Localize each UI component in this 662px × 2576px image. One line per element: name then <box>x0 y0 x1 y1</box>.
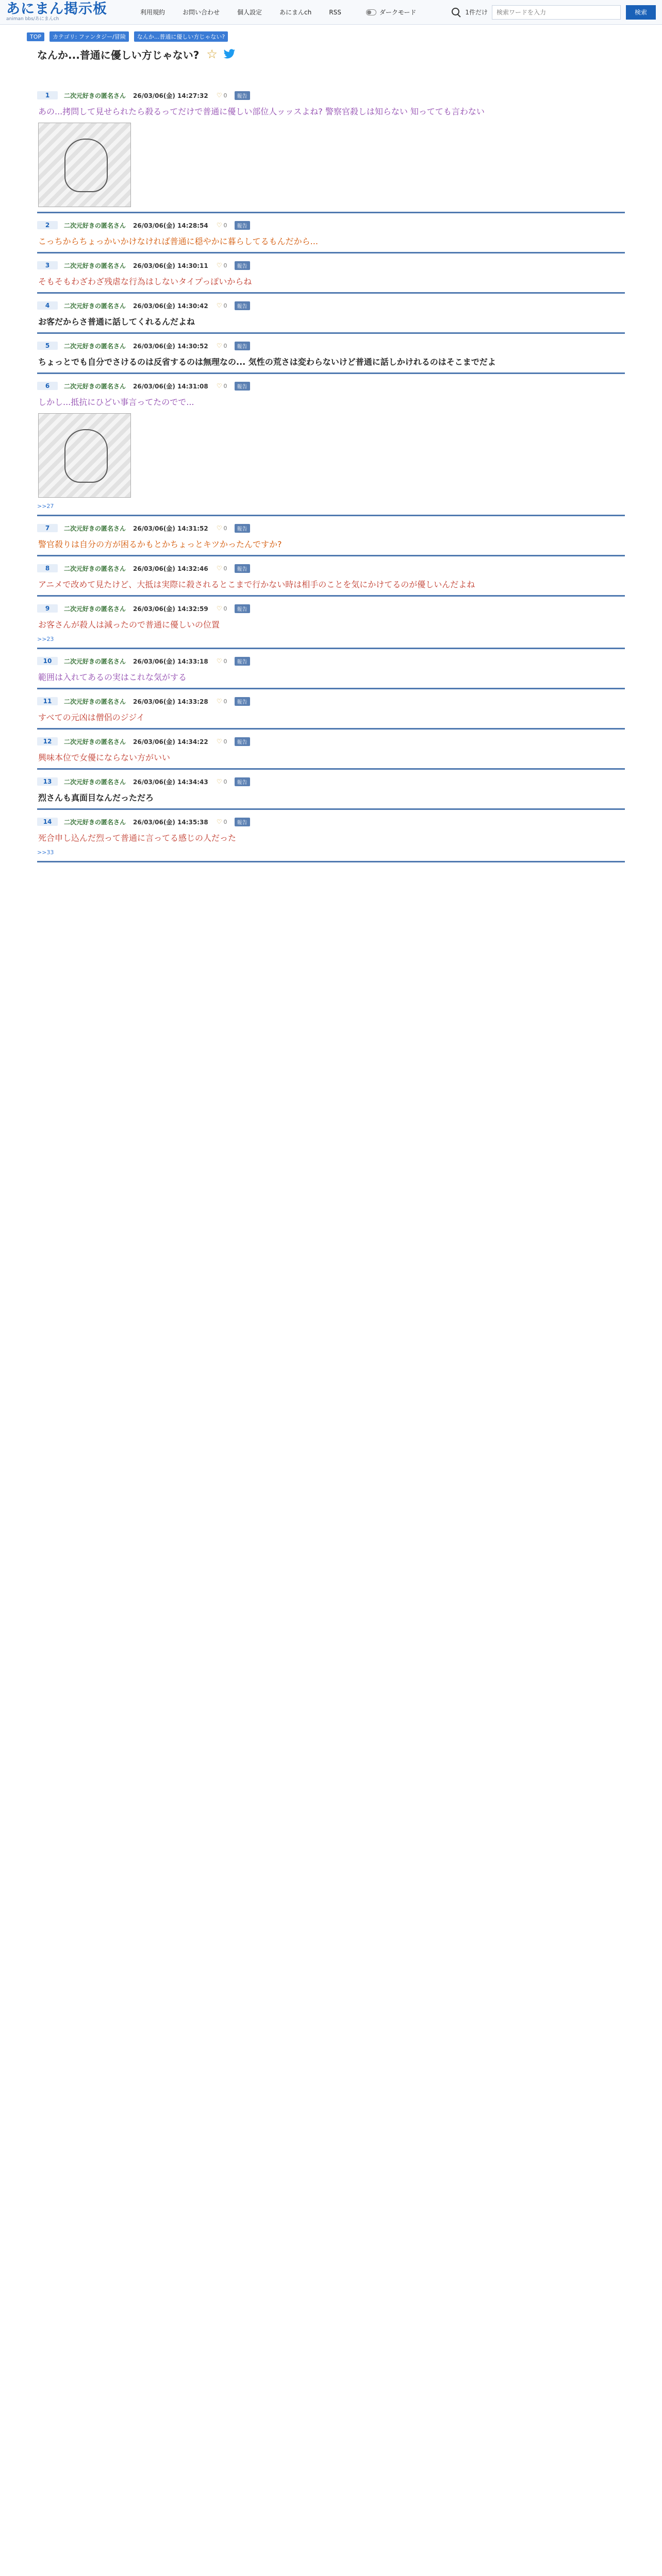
post-item <box>37 253 625 294</box>
post-item <box>37 83 625 213</box>
heart-icon: ♡ <box>216 382 222 389</box>
like-button[interactable] <box>217 778 227 785</box>
post-header <box>37 91 625 100</box>
post-date: 26/03/06(金) 14:33:28 <box>133 698 208 705</box>
search-icon <box>451 7 462 18</box>
post-header <box>37 777 625 786</box>
poster-name: 二次元好きの匿名さん <box>64 657 126 665</box>
twitter-bird-icon[interactable] <box>223 49 236 59</box>
heart-icon: ♡ <box>216 738 222 745</box>
post-item <box>37 597 625 649</box>
report-button[interactable]: 報告 <box>235 221 250 230</box>
like-button[interactable] <box>217 565 227 572</box>
like-count: 0 <box>223 262 227 269</box>
dark-mode-label: ダークモード <box>379 9 417 16</box>
post-body: 興味本位で女優にならない方がいい <box>38 753 171 762</box>
toggle-switch-icon[interactable] <box>366 9 376 15</box>
breadcrumb-category[interactable]: カテゴリ: ファンタジー/冒険 <box>49 31 129 42</box>
post-body: あの...拷問して見せられたら殺るってだけで普通に優しい部位人ッッスよね? 警察官殺しは知らない 知ってても言わない <box>38 107 485 116</box>
reply-link[interactable]: >>27 <box>37 503 54 510</box>
post-number[interactable]: 14 <box>37 818 58 826</box>
breadcrumb <box>0 25 662 42</box>
report-button[interactable]: 報告 <box>235 777 250 786</box>
nav-contact[interactable]: お問い合わせ <box>183 9 220 16</box>
post-date: 26/03/06(金) 14:34:43 <box>133 778 208 786</box>
report-button[interactable]: 報告 <box>235 657 250 666</box>
post-body: 警官殺りは自分の方が困るかもとかちょっとキツかったんですか? <box>38 539 282 549</box>
like-count: 0 <box>223 658 227 665</box>
post-header <box>37 221 625 230</box>
dark-mode-toggle[interactable] <box>366 8 417 16</box>
poster-name: 二次元好きの匿名さん <box>64 605 126 613</box>
post-item <box>37 730 625 770</box>
post-number[interactable]: 6 <box>37 382 58 390</box>
poster-name: 二次元好きの匿名さん <box>64 342 126 350</box>
post-body: ちょっとでも自分でさけるのは反省するのは無理なの... 気性の荒さは変わらないけど普通に話しかけれるのはそこまでだよ <box>38 357 496 367</box>
post-list <box>37 83 625 862</box>
post-body: こっちからちょっかいかけなければ普通に穏やかに暮らしてるもんだから... <box>38 236 318 246</box>
like-button[interactable] <box>217 605 227 612</box>
post-header <box>37 697 625 706</box>
poster-name: 二次元好きの匿名さん <box>64 565 126 572</box>
main-nav <box>140 8 359 16</box>
post-date: 26/03/06(金) 14:30:52 <box>133 342 208 350</box>
report-button[interactable]: 報告 <box>235 301 250 310</box>
poster-name: 二次元好きの匿名さん <box>64 524 126 532</box>
post-header <box>37 564 625 573</box>
like-button[interactable] <box>217 342 227 349</box>
like-button[interactable] <box>217 524 227 532</box>
heart-icon: ♡ <box>216 698 222 705</box>
poster-name: 二次元好きの匿名さん <box>64 778 126 786</box>
post-date: 26/03/06(金) 14:32:59 <box>133 605 208 613</box>
post-body: 範囲は入れてあるの実はこれな気がする <box>38 672 187 682</box>
report-button[interactable]: 報告 <box>235 737 250 746</box>
post-header <box>37 523 625 533</box>
poster-name: 二次元好きの匿名さん <box>64 382 126 390</box>
search-button[interactable]: 検索 <box>626 5 656 20</box>
like-count: 0 <box>223 383 227 389</box>
like-count: 0 <box>223 778 227 785</box>
report-button[interactable]: 報告 <box>235 382 250 391</box>
like-button[interactable] <box>217 818 227 825</box>
heart-icon: ♡ <box>216 565 222 572</box>
logo-text[interactable]: あにまん掲示板 <box>6 1 107 17</box>
nav-terms[interactable]: 利用規約 <box>140 9 166 16</box>
post-header <box>37 301 625 310</box>
post-image[interactable] <box>38 123 131 207</box>
nav-animanch[interactable]: あにまんch <box>279 9 312 16</box>
like-button[interactable] <box>217 698 227 705</box>
like-count: 0 <box>223 738 227 745</box>
reply-link[interactable]: >>33 <box>37 849 54 856</box>
breadcrumb-top[interactable]: TOP <box>27 32 44 41</box>
post-header <box>37 737 625 746</box>
post-header <box>37 817 625 826</box>
like-count: 0 <box>223 819 227 825</box>
post-item <box>37 556 625 597</box>
poster-name: 二次元好きの匿名さん <box>64 698 126 705</box>
poster-name: 二次元好きの匿名さん <box>64 738 126 745</box>
top-bar <box>0 0 662 25</box>
post-number[interactable]: 7 <box>37 524 58 532</box>
report-button[interactable]: 報告 <box>235 261 250 270</box>
post-number[interactable]: 12 <box>37 737 58 745</box>
post-number[interactable]: 9 <box>37 604 58 613</box>
like-button[interactable] <box>217 92 227 99</box>
like-count: 0 <box>223 92 227 99</box>
post-body: 烈さんも真面目なんだっただろ <box>38 793 154 803</box>
report-button[interactable]: 報告 <box>235 91 250 100</box>
search-mode-select[interactable]: 1件だけ <box>465 9 488 16</box>
like-button[interactable] <box>217 222 227 229</box>
post-number[interactable]: 8 <box>37 564 58 572</box>
post-number[interactable]: 4 <box>37 301 58 310</box>
like-count: 0 <box>223 698 227 705</box>
like-count: 0 <box>223 605 227 612</box>
poster-name: 二次元好きの匿名さん <box>64 302 126 310</box>
post-number[interactable]: 3 <box>37 261 58 269</box>
post-date: 26/03/06(金) 14:30:11 <box>133 262 208 269</box>
heart-icon: ♡ <box>216 778 222 785</box>
report-button[interactable]: 報告 <box>235 818 250 826</box>
post-item <box>37 689 625 730</box>
heart-icon: ♡ <box>216 302 222 309</box>
post-header <box>37 656 625 666</box>
post-number[interactable]: 5 <box>37 342 58 350</box>
post-header <box>37 381 625 391</box>
post-item <box>37 649 625 689</box>
heart-icon: ♡ <box>216 92 222 99</box>
like-button[interactable] <box>217 302 227 309</box>
poster-name: 二次元好きの匿名さん <box>64 222 126 229</box>
poster-name: 二次元好きの匿名さん <box>64 262 126 269</box>
post-number[interactable]: 11 <box>37 697 58 705</box>
post-header <box>37 261 625 270</box>
post-date: 26/03/06(金) 14:31:08 <box>133 382 208 390</box>
post-image[interactable] <box>38 413 131 498</box>
like-button[interactable] <box>217 657 227 665</box>
heart-icon: ♡ <box>216 818 222 825</box>
site-logo[interactable] <box>6 2 109 22</box>
post-date: 26/03/06(金) 14:32:46 <box>133 565 208 572</box>
heart-icon: ♡ <box>216 657 222 665</box>
report-button[interactable]: 報告 <box>235 524 250 533</box>
post-number[interactable]: 2 <box>37 221 58 229</box>
post-number[interactable]: 1 <box>37 91 58 99</box>
breadcrumb-thread[interactable]: なんか...普通に優しい方じゃない? <box>134 31 228 42</box>
post-date: 26/03/06(金) 14:27:32 <box>133 92 208 99</box>
heart-icon: ♡ <box>216 605 222 612</box>
post-date: 26/03/06(金) 14:30:42 <box>133 302 208 310</box>
post-body: そもそもわざわざ残虐な行為はしないタイプっぽいからね <box>38 277 252 286</box>
post-body: しかし...抵抗にひどい事言ってたのでで... <box>38 397 194 407</box>
post-item <box>37 810 625 862</box>
nav-rss[interactable]: RSS <box>329 8 341 16</box>
like-count: 0 <box>223 302 227 309</box>
search-area <box>451 5 656 20</box>
search-input[interactable] <box>492 5 621 20</box>
post-date: 26/03/06(金) 14:31:52 <box>133 524 208 532</box>
like-button[interactable] <box>217 262 227 269</box>
post-item <box>37 770 625 810</box>
report-button[interactable]: 報告 <box>235 342 250 350</box>
post-body: アニメで改めて見たけど、大抵は実際に殺されるとこまで行かない時は相手のことを気にかけてるのが優しいんだよね <box>38 580 475 589</box>
reply-link[interactable]: >>23 <box>37 636 54 642</box>
post-body: お客さんが殺人は減ったので普通に優しいの位置 <box>38 620 220 630</box>
heart-icon: ♡ <box>216 524 222 532</box>
report-button[interactable]: 報告 <box>235 697 250 706</box>
post-body: お客だからさ普通に話してくれるんだよね <box>38 317 195 327</box>
post-number[interactable]: 10 <box>37 657 58 665</box>
like-count: 0 <box>223 525 227 532</box>
poster-name: 二次元好きの匿名さん <box>64 92 126 99</box>
post-body: 死合申し込んだ烈って普通に言ってる感じの人だった <box>38 833 237 843</box>
post-item <box>37 294 625 334</box>
like-button[interactable] <box>217 738 227 745</box>
like-count: 0 <box>223 222 227 229</box>
post-number[interactable]: 13 <box>37 777 58 786</box>
star-icon[interactable]: ☆ <box>206 47 218 61</box>
nav-settings[interactable]: 個人設定 <box>237 9 262 16</box>
heart-icon: ♡ <box>216 342 222 349</box>
post-date: 26/03/06(金) 14:28:54 <box>133 222 208 229</box>
heart-icon: ♡ <box>216 222 222 229</box>
post-header <box>37 604 625 613</box>
report-button[interactable]: 報告 <box>235 564 250 573</box>
thread-title-row <box>0 42 662 66</box>
poster-name: 二次元好きの匿名さん <box>64 818 126 826</box>
report-button[interactable]: 報告 <box>235 604 250 613</box>
thread-title: なんか...普通に優しい方じゃない? <box>37 48 200 61</box>
logo-subtext: animan bbs/あにまんch <box>6 16 59 22</box>
post-item <box>37 213 625 253</box>
post-body: すべての元凶は僧侶のジジイ <box>38 713 145 722</box>
like-count: 0 <box>223 343 227 349</box>
post-item <box>37 516 625 556</box>
post-item <box>37 334 625 374</box>
post-date: 26/03/06(金) 14:34:22 <box>133 738 208 745</box>
like-button[interactable] <box>217 382 227 389</box>
post-item <box>37 374 625 516</box>
post-date: 26/03/06(金) 14:35:38 <box>133 818 208 826</box>
heart-icon: ♡ <box>216 262 222 269</box>
post-header <box>37 341 625 350</box>
like-count: 0 <box>223 565 227 572</box>
post-date: 26/03/06(金) 14:33:18 <box>133 657 208 665</box>
